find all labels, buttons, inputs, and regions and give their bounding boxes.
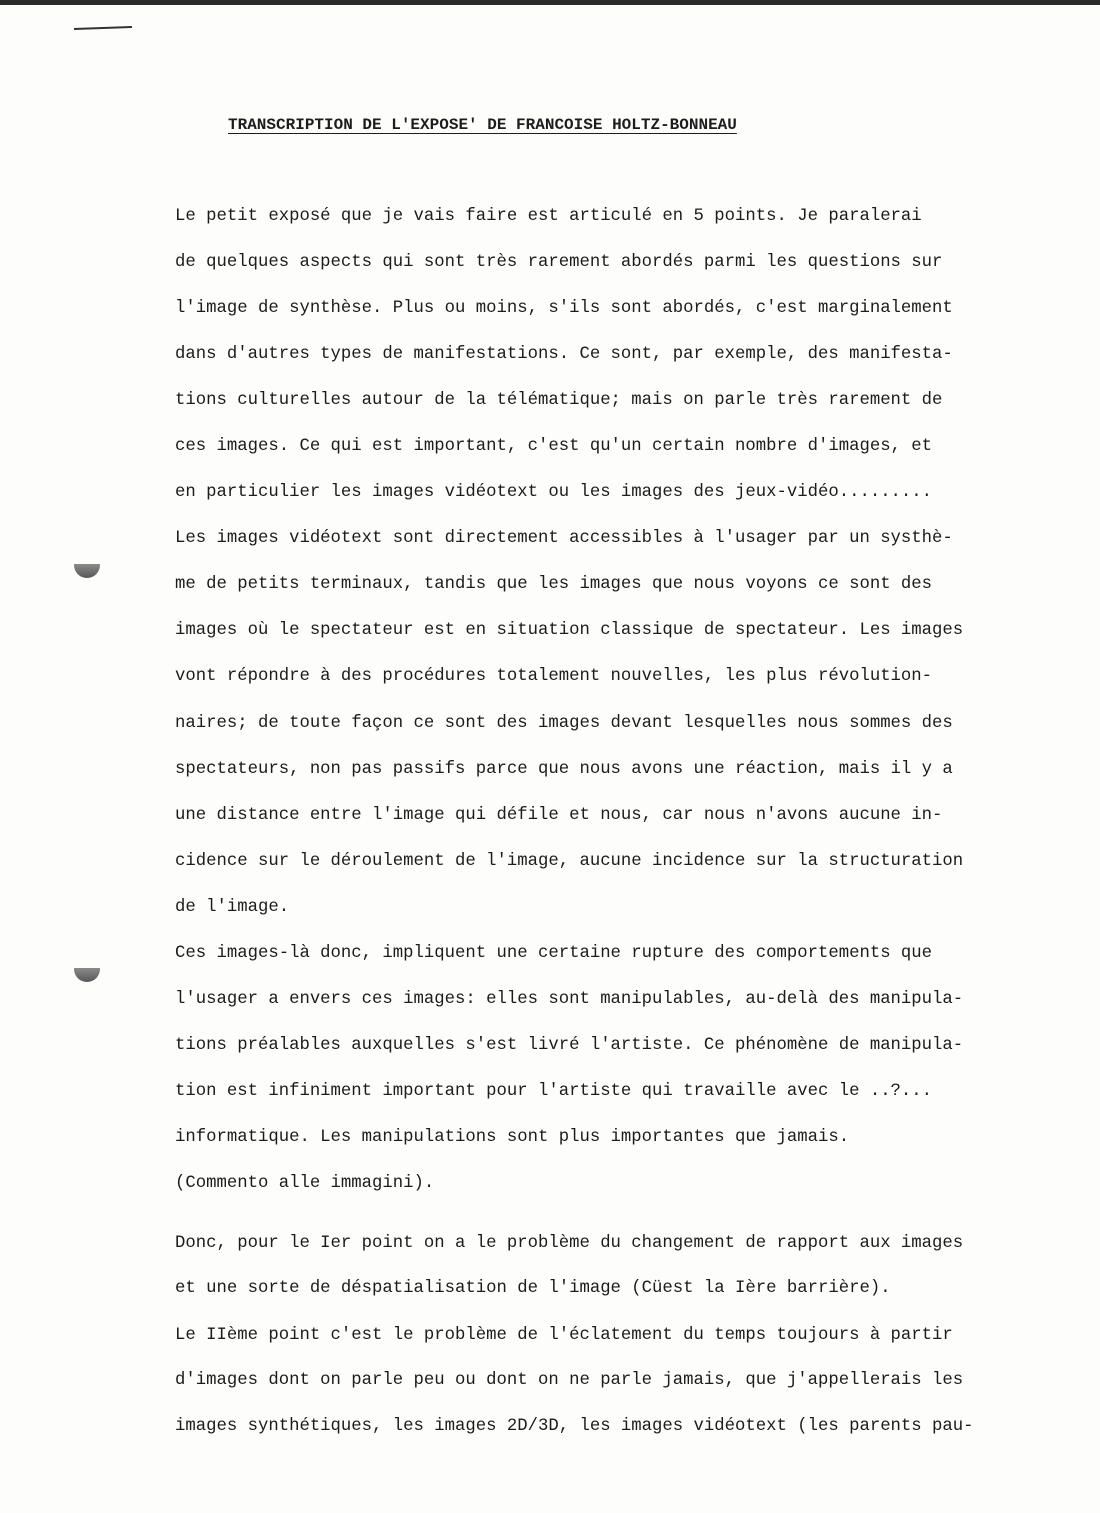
text-line: une distance entre l'image qui défile et nous, car nous n'avons aucune in-: [175, 806, 943, 825]
text-line: Donc, pour le Ier point on a le problème du changement de rapport aux images: [175, 1234, 964, 1253]
text-line: vont répondre à des procédures totalement nouvelles, les plus révolution-: [175, 667, 933, 686]
page-top-edge: [0, 0, 1100, 5]
text-line: tion est infiniment important pour l'artiste qui travaille avec le ..?...: [175, 1082, 933, 1101]
text-line: en particulier les images vidéotext ou les images des jeux-vidéo.........: [175, 483, 933, 502]
text-line: me de petits terminaux, tandis que les images que nous voyons ce sont des: [175, 575, 933, 594]
text-line: tions culturelles autour de la télématique; mais on parle très rarement de: [175, 391, 943, 410]
text-line: ces images. Ce qui est important, c'est qu'un certain nombre d'images, et: [175, 437, 933, 456]
text-line: Ces images-là donc, impliquent une certaine rupture des comportements que: [175, 944, 933, 963]
text-line: naires; de toute façon ce sont des images devant lesquelles nous sommes des: [175, 714, 953, 733]
text-line: Le IIème point c'est le problème de l'éclatement du temps toujours à partir: [175, 1326, 953, 1345]
text-line: informatique. Les manipulations sont plus importantes que jamais.: [175, 1128, 850, 1147]
text-line: tions préalables auxquelles s'est livré l'artiste. Ce phénomène de manipula-: [175, 1036, 964, 1055]
text-line: cidence sur le déroulement de l'image, aucune incidence sur la structuration: [175, 852, 964, 871]
text-line: l'image de synthèse. Plus ou moins, s'ils sont abordés, c'est marginalement: [175, 299, 953, 318]
text-line: dans d'autres types de manifestations. Ce sont, par exemple, des manifesta-: [175, 345, 953, 364]
text-line: images où le spectateur est en situation classique de spectateur. Les images: [175, 621, 964, 640]
text-line: de quelques aspects qui sont très rarement abordés parmi les questions sur: [175, 253, 943, 272]
text-line: l'usager a envers ces images: elles sont manipulables, au-delà des manipula-: [175, 990, 964, 1009]
pen-mark: [74, 26, 132, 30]
punch-hole: [74, 968, 100, 982]
text-line: images synthétiques, les images 2D/3D, les images vidéotext (les parents pau-: [175, 1417, 974, 1436]
text-line: (Commento alle immagini).: [175, 1174, 435, 1193]
text-line: Les images vidéotext sont directement accessibles à l'usager par un systhè-: [175, 529, 953, 548]
text-line: Le petit exposé que je vais faire est articulé en 5 points. Je paralerai: [175, 207, 922, 226]
text-line: et une sorte de déspatialisation de l'image (Cüest la Ière barrière).: [175, 1279, 891, 1298]
text-line: spectateurs, non pas passifs parce que nous avons une réaction, mais il y a: [175, 760, 953, 779]
punch-hole: [74, 564, 100, 578]
text-line: de l'image.: [175, 898, 290, 917]
text-line: d'images dont on parle peu ou dont on ne parle jamais, que j'appellerais les: [175, 1371, 964, 1390]
document-title: TRANSCRIPTION DE L'EXPOSE' DE FRANCOISE HOLTZ-BONNEAU: [228, 116, 737, 134]
